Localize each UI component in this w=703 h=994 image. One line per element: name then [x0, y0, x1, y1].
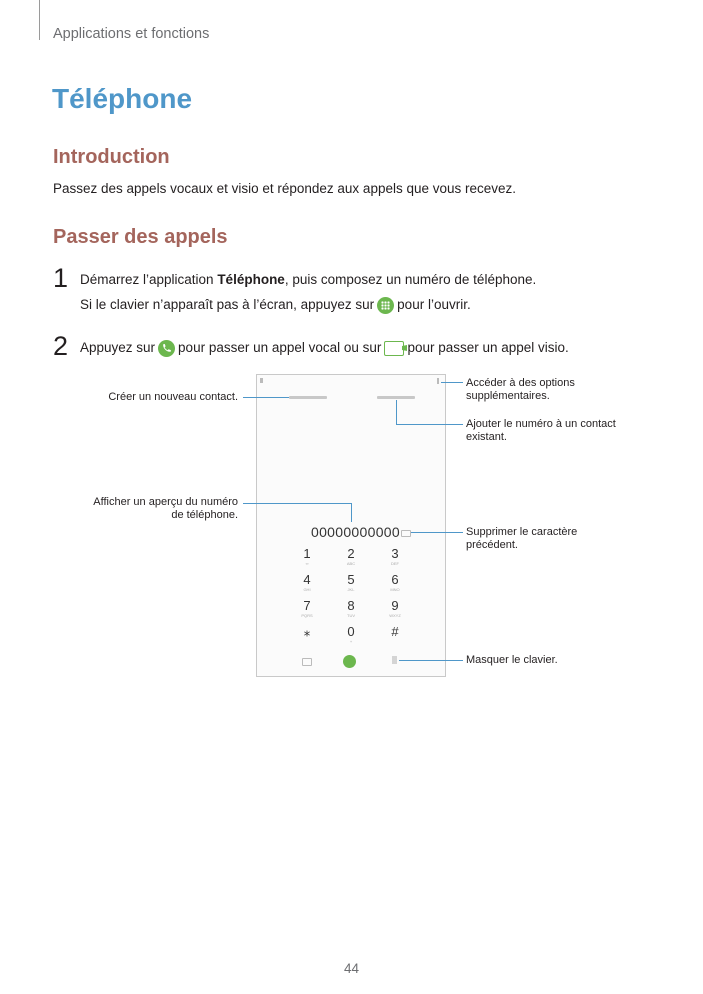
leader-create-contact: [243, 397, 289, 398]
key-digit: 5: [347, 572, 355, 587]
annotation-preview-number: Afficher un aperçu du numéro de téléphone.: [93, 496, 238, 521]
key-digit: 7: [303, 598, 311, 613]
step-1-number: 1: [53, 263, 69, 293]
key-letters: +: [349, 639, 353, 644]
key-digit: 4: [303, 572, 311, 587]
key-letters: TUV: [347, 613, 355, 618]
back-arrow-icon: [260, 378, 263, 383]
key-5[interactable]: [336, 573, 366, 592]
key-digit: ⁎: [303, 624, 311, 639]
key-digit: 0: [347, 624, 355, 639]
annotation-more-options: Accéder à des options supplémentaires.: [466, 377, 575, 402]
call-button[interactable]: [343, 655, 356, 668]
key-9[interactable]: [380, 599, 410, 618]
key-letters: MNO: [390, 587, 400, 592]
page-title: Téléphone: [52, 83, 193, 114]
step-2-number: 2: [53, 331, 69, 361]
key-letters: JKL: [347, 587, 355, 592]
key-letters: PQRS: [301, 613, 313, 618]
step-1-pre: Démarrez l’application: [80, 272, 218, 287]
step-1-sub-pre: Si le clavier n’apparaît pas à l’écran, appuyez sur: [80, 297, 375, 313]
step-2-text: [80, 340, 569, 357]
key-digit: 2: [347, 546, 355, 561]
leader-add-contact-v: [396, 400, 397, 424]
calls-heading: Passer des appels: [53, 226, 228, 248]
annotation-create-contact: Créer un nouveau contact.: [108, 391, 238, 403]
leader-delete: [411, 532, 463, 533]
step-1-app-name: Téléphone: [217, 272, 285, 287]
leader-preview-h: [243, 503, 351, 504]
video-call-icon: [384, 341, 404, 356]
step-1-text: [80, 272, 536, 287]
step-1-post: , puis composez un numéro de téléphone.: [284, 272, 537, 287]
key-digit: 9: [391, 598, 399, 613]
key-4[interactable]: [292, 573, 322, 592]
key-letters: ABC: [346, 561, 356, 566]
key-6[interactable]: [380, 573, 410, 592]
create-contact-button[interactable]: [289, 396, 327, 399]
leader-hide-keypad: [399, 660, 463, 661]
step-2-pre: Appuyez sur: [80, 340, 156, 356]
key-8[interactable]: [336, 599, 366, 618]
keypad-icon: [377, 297, 394, 314]
step-2-post: pour passer un appel visio.: [407, 340, 569, 356]
page-number: 44: [343, 961, 360, 976]
key-11[interactable]: [336, 625, 366, 644]
key-1[interactable]: [292, 547, 322, 566]
key-12[interactable]: [380, 625, 410, 639]
leader-more-options: [441, 382, 463, 383]
key-letters: WXYZ: [389, 613, 401, 618]
step-2-mid: pour passer un appel vocal ou sur: [178, 340, 382, 356]
intro-heading: Introduction: [53, 146, 170, 168]
add-to-contact-button[interactable]: [377, 396, 415, 399]
hide-keypad-icon[interactable]: [392, 656, 397, 664]
key-digit: 8: [347, 598, 355, 613]
key-letters: ∞: [305, 561, 309, 566]
backspace-icon[interactable]: [401, 530, 411, 537]
key-digit: 6: [391, 572, 399, 587]
step-1-subtext: [80, 297, 471, 314]
key-letters: DEF: [391, 561, 399, 566]
key-3[interactable]: [380, 547, 410, 566]
annotation-add-to-contact: Ajouter le numéro à un contact existant.: [466, 418, 616, 443]
key-digit: 3: [391, 546, 399, 561]
header-rule: [39, 0, 40, 40]
more-options-icon: [437, 378, 439, 384]
step-1-sub-post: pour l’ouvrir.: [397, 297, 471, 313]
video-call-button[interactable]: [302, 658, 312, 666]
key-digit: #: [391, 624, 399, 639]
leader-preview-v: [351, 503, 352, 522]
leader-add-contact-h: [396, 424, 463, 425]
phone-call-icon: [158, 340, 175, 357]
dialed-number: 00000000000: [311, 524, 400, 540]
key-letters: GHI: [303, 587, 311, 592]
section-label: Applications et fonctions: [53, 26, 210, 42]
key-10[interactable]: [292, 625, 322, 639]
key-7[interactable]: [292, 599, 322, 618]
annotation-hide-keypad: Masquer le clavier.: [466, 654, 558, 666]
annotation-delete-char: Supprimer le caractère précédent.: [466, 526, 578, 551]
key-digit: 1: [303, 546, 311, 561]
intro-text: Passez des appels vocaux et visio et répondez aux appels que vous recevez.: [53, 181, 517, 196]
key-2[interactable]: [336, 547, 366, 566]
